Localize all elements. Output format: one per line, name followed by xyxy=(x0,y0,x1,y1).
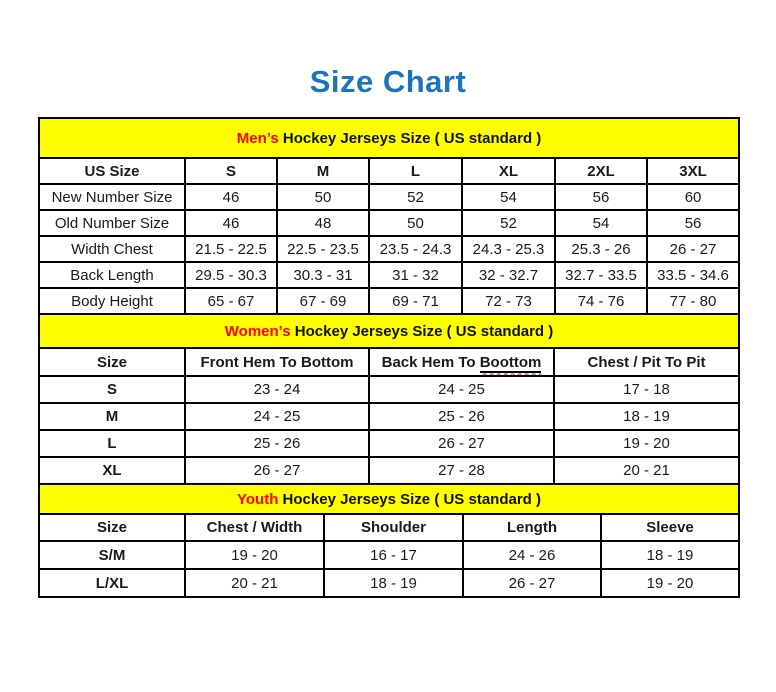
table-row xyxy=(39,569,739,597)
row-label: M xyxy=(39,403,185,430)
womens-section-header-row xyxy=(39,314,739,348)
size-cell: 19 - 20 xyxy=(554,430,739,457)
youth-heading-rest: Hockey Jerseys Size ( US standard ) xyxy=(278,490,541,508)
youth-col-header-shoulder: Shoulder xyxy=(324,514,463,541)
mens-col-header-2xl: 2XL xyxy=(555,158,647,184)
size-cell: 26 - 27 xyxy=(647,236,739,262)
size-cell: 56 xyxy=(555,184,647,210)
size-cell: 18 - 19 xyxy=(601,541,739,569)
size-cell: 30.3 - 31 xyxy=(277,262,369,288)
spellcheck-squiggle xyxy=(480,354,542,373)
womens-size-table xyxy=(38,313,740,485)
size-cell: 23.5 - 24.3 xyxy=(369,236,462,262)
size-cell: 20 - 21 xyxy=(554,457,739,484)
mens-size-table xyxy=(38,117,740,315)
row-label: S/M xyxy=(39,541,185,569)
size-cell: 32 - 32.7 xyxy=(462,262,555,288)
mens-heading-rest: Hockey Jerseys Size ( US standard ) xyxy=(278,129,542,147)
size-cell: 24.3 - 25.3 xyxy=(462,236,555,262)
size-cell: 69 - 71 xyxy=(369,288,462,314)
size-cell: 26 - 27 xyxy=(185,457,369,484)
size-cell: 50 xyxy=(277,184,369,210)
mens-section-header-row xyxy=(39,118,739,158)
row-label: New Number Size xyxy=(39,184,185,210)
size-cell: 54 xyxy=(555,210,647,236)
mens-col-header-xl: XL xyxy=(462,158,555,184)
size-cell: 24 - 26 xyxy=(463,541,601,569)
youth-col-header-size: Size xyxy=(39,514,185,541)
size-cell: 24 - 25 xyxy=(185,403,369,430)
size-cell: 26 - 27 xyxy=(369,430,554,457)
table-row xyxy=(39,210,739,236)
table-row xyxy=(39,541,739,569)
womens-col-header-front-hem: Front Hem To Bottom xyxy=(185,348,369,376)
youth-section-heading xyxy=(39,484,739,514)
table-row xyxy=(39,236,739,262)
row-label: Width Chest xyxy=(39,236,185,262)
size-cell: 22.5 - 23.5 xyxy=(277,236,369,262)
row-label: S xyxy=(39,376,185,403)
womens-heading-rest: Hockey Jerseys Size ( US standard ) xyxy=(290,322,554,340)
size-cell: 18 - 19 xyxy=(554,403,739,430)
size-cell: 52 xyxy=(462,210,555,236)
page-title: Size Chart xyxy=(309,64,467,99)
size-cell: 20 - 21 xyxy=(185,569,324,597)
row-label: L/XL xyxy=(39,569,185,597)
womens-col-header-size: Size xyxy=(39,348,185,376)
size-cell: 16 - 17 xyxy=(324,541,463,569)
size-cell: 52 xyxy=(369,184,462,210)
size-cell: 46 xyxy=(185,210,277,236)
youth-col-header-chest-width: Chest / Width xyxy=(185,514,324,541)
back-hem-misspelled-word: Boottom xyxy=(479,353,542,371)
size-cell: 25.3 - 26 xyxy=(555,236,647,262)
size-cell: 31 - 32 xyxy=(369,262,462,288)
mens-col-header-us-size: US Size xyxy=(39,158,185,184)
womens-section-heading xyxy=(39,314,739,348)
size-chart-tables xyxy=(38,117,738,598)
table-row xyxy=(39,262,739,288)
table-row xyxy=(39,184,739,210)
size-cell: 46 xyxy=(185,184,277,210)
size-cell: 56 xyxy=(647,210,739,236)
row-label: Body Height xyxy=(39,288,185,314)
mens-col-header-s: S xyxy=(185,158,277,184)
table-row xyxy=(39,376,739,403)
size-cell: 72 - 73 xyxy=(462,288,555,314)
size-cell: 21.5 - 22.5 xyxy=(185,236,277,262)
youth-heading-highlight: Youth xyxy=(237,490,279,508)
size-cell: 67 - 69 xyxy=(277,288,369,314)
back-hem-prefix: Back Hem To xyxy=(381,353,480,371)
youth-column-header-row xyxy=(39,514,739,541)
size-cell: 17 - 18 xyxy=(554,376,739,403)
size-cell: 65 - 67 xyxy=(185,288,277,314)
size-cell: 19 - 20 xyxy=(185,541,324,569)
size-cell: 29.5 - 30.3 xyxy=(185,262,277,288)
size-cell: 18 - 19 xyxy=(324,569,463,597)
womens-col-header-back-hem xyxy=(369,348,554,376)
size-cell: 50 xyxy=(369,210,462,236)
womens-heading-highlight: Women’s xyxy=(224,322,291,340)
youth-col-header-length: Length xyxy=(463,514,601,541)
size-cell: 32.7 - 33.5 xyxy=(555,262,647,288)
size-cell: 74 - 76 xyxy=(555,288,647,314)
size-cell: 26 - 27 xyxy=(463,569,601,597)
size-cell: 54 xyxy=(462,184,555,210)
size-cell: 19 - 20 xyxy=(601,569,739,597)
row-label: XL xyxy=(39,457,185,484)
size-cell: 60 xyxy=(647,184,739,210)
mens-column-header-row xyxy=(39,158,739,184)
mens-col-header-m: M xyxy=(277,158,369,184)
mens-heading-highlight: Men’s xyxy=(236,129,279,147)
row-label: Back Length xyxy=(39,262,185,288)
size-cell: 23 - 24 xyxy=(185,376,369,403)
table-row xyxy=(39,430,739,457)
mens-col-header-l: L xyxy=(369,158,462,184)
mens-col-header-3xl: 3XL xyxy=(647,158,739,184)
table-row xyxy=(39,288,739,314)
row-label: L xyxy=(39,430,185,457)
size-cell: 77 - 80 xyxy=(647,288,739,314)
table-row xyxy=(39,457,739,484)
womens-column-header-row xyxy=(39,348,739,376)
youth-size-table xyxy=(38,483,740,598)
size-cell: 25 - 26 xyxy=(185,430,369,457)
size-cell: 24 - 25 xyxy=(369,376,554,403)
youth-col-header-sleeve: Sleeve xyxy=(601,514,739,541)
womens-col-header-chest: Chest / Pit To Pit xyxy=(554,348,739,376)
size-cell: 25 - 26 xyxy=(369,403,554,430)
row-label: Old Number Size xyxy=(39,210,185,236)
table-row xyxy=(39,403,739,430)
size-cell: 33.5 - 34.6 xyxy=(647,262,739,288)
youth-section-header-row xyxy=(39,484,739,514)
mens-section-heading xyxy=(39,118,739,158)
size-cell: 27 - 28 xyxy=(369,457,554,484)
size-cell: 48 xyxy=(277,210,369,236)
